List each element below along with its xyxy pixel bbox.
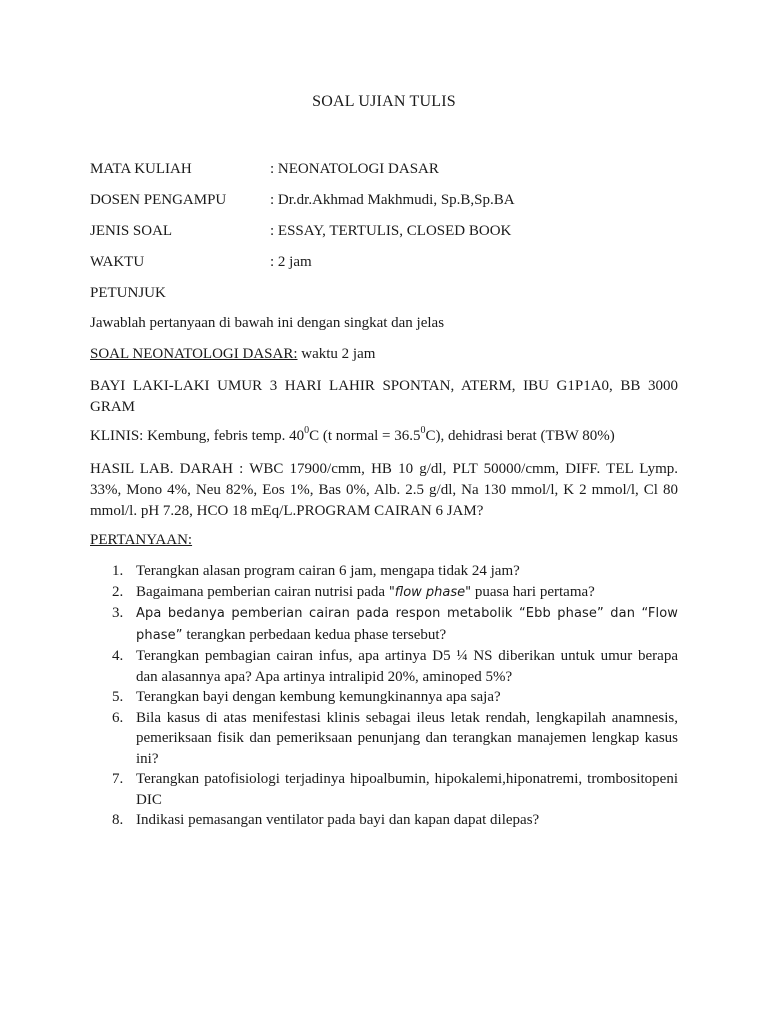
page-title: SOAL UJIAN TULIS [312, 93, 456, 110]
question-number: 3. [112, 605, 124, 621]
question-italic: "flow phase" [388, 584, 472, 600]
petunjuk-text: Jawablah pertanyaan di bawah ini dengan singkat dan jelas [90, 315, 445, 331]
list-item [90, 810, 678, 831]
question-text: Bila kasus di atas menifestasi klinis sebagai ileus letak rendah, lengkapilah anamnesis, pemeriksaan fisik dan pemeriksaan penunjang dan terangkan manajemen lengkap kasus ini? [136, 709, 678, 767]
question-number: 2. [112, 583, 124, 600]
question-text: Terangkan pembagian cairan infus, apa artinya D5 ¼ NS diberikan untuk umur berapa dan alasannya apa? Apa artinya intralipid 20%, aminoped 5%? [136, 648, 678, 685]
info-row-waktu [90, 254, 690, 274]
list-item [90, 582, 678, 604]
info-row-dosen [90, 192, 690, 212]
question-number: 7. [112, 771, 124, 787]
soal-heading [90, 346, 678, 363]
klinis-text: C), dehidrasi berat (TBW 80%) [425, 428, 615, 444]
question-text: Terangkan patofisiologi terjadinya hipoalbumin, hipokalemi,hiponatremi, trombositopeni DIC [136, 771, 678, 808]
info-value: : NEONATOLOGI DASAR [270, 161, 439, 177]
info-label: WAKTU [90, 254, 145, 270]
soal-heading-underlined: SOAL NEONATOLOGI DASAR: [90, 346, 298, 362]
info-value: : Dr.dr.Akhmad Makhmudi, Sp.B,Sp.BA [270, 192, 515, 208]
question-text: puasa hari pertama? [471, 583, 595, 600]
info-row-mata-kuliah [90, 161, 690, 181]
info-label: DOSEN PENGAMPU [90, 192, 227, 208]
list-item [90, 561, 678, 582]
question-number: 4. [112, 648, 124, 664]
info-value: : ESSAY, TERTULIS, CLOSED BOOK [270, 223, 512, 239]
question-text: terangkan perbedaan kedua phase tersebut? [182, 626, 447, 643]
case-bayi: BAYI LAKI-LAKI UMUR 3 HARI LAHIR SPONTAN, ATERM, IBU G1P1A0, BB 3000 GRAM [90, 378, 678, 415]
list-item [90, 646, 678, 687]
soal-heading-rest: waktu 2 jam [297, 346, 376, 362]
question-text: Indikasi pemasangan ventilator pada bayi dan kapan dapat dilepas? [136, 812, 540, 828]
degree-sup: 0 [304, 425, 310, 436]
question-text: Bagaimana pemberian cairan nutrisi pada [136, 583, 389, 600]
info-label: MATA KULIAH [90, 161, 192, 177]
degree-sup: 0 [420, 425, 426, 436]
info-row-jenis-soal [90, 223, 690, 243]
list-item [90, 708, 678, 770]
info-label: JENIS SOAL [90, 223, 173, 239]
list-item [90, 687, 678, 708]
question-list [90, 561, 678, 831]
question-text: Terangkan alasan program cairan 6 jam, mengapa tidak 24 jam? [136, 563, 520, 579]
petunjuk-heading: PETUNJUK [90, 285, 166, 301]
question-text: Apa bedanya pemberian cairan pada respon metabolik “Ebb phase” dan “Flow phase” [136, 606, 678, 643]
klinis-text: C (t normal = 36.5 [309, 428, 421, 444]
question-text: Terangkan bayi dengan kembung kemungkinannya apa saja? [136, 689, 501, 705]
case-klinis [90, 425, 678, 445]
question-number: 6. [112, 709, 124, 726]
info-value: : 2 jam [270, 254, 312, 270]
case-lab: HASIL LAB. DARAH : WBC 17900/cmm, HB 10 g/dl, PLT 50000/cmm, DIFF. TEL Lymp. 33%, Mono 4%, Neu 82%, Eos 1%, Bas 0%, Alb. 2.5 g/dl, Na 130 mmol/l, K 2 mmol/l, Cl 80 mmol/l. pH 7.28, HCO 18 mEq/L.PROGRAM CAIRAN 6 JAM? [90, 461, 678, 519]
list-item [90, 769, 678, 810]
question-number: 8. [112, 812, 124, 828]
question-number: 1. [112, 563, 124, 579]
list-item [90, 603, 678, 646]
klinis-text: KLINIS: Kembung, febris temp. 40 [90, 428, 305, 444]
question-number: 5. [112, 689, 124, 705]
pertanyaan-heading: PERTANYAAN: [90, 532, 193, 548]
